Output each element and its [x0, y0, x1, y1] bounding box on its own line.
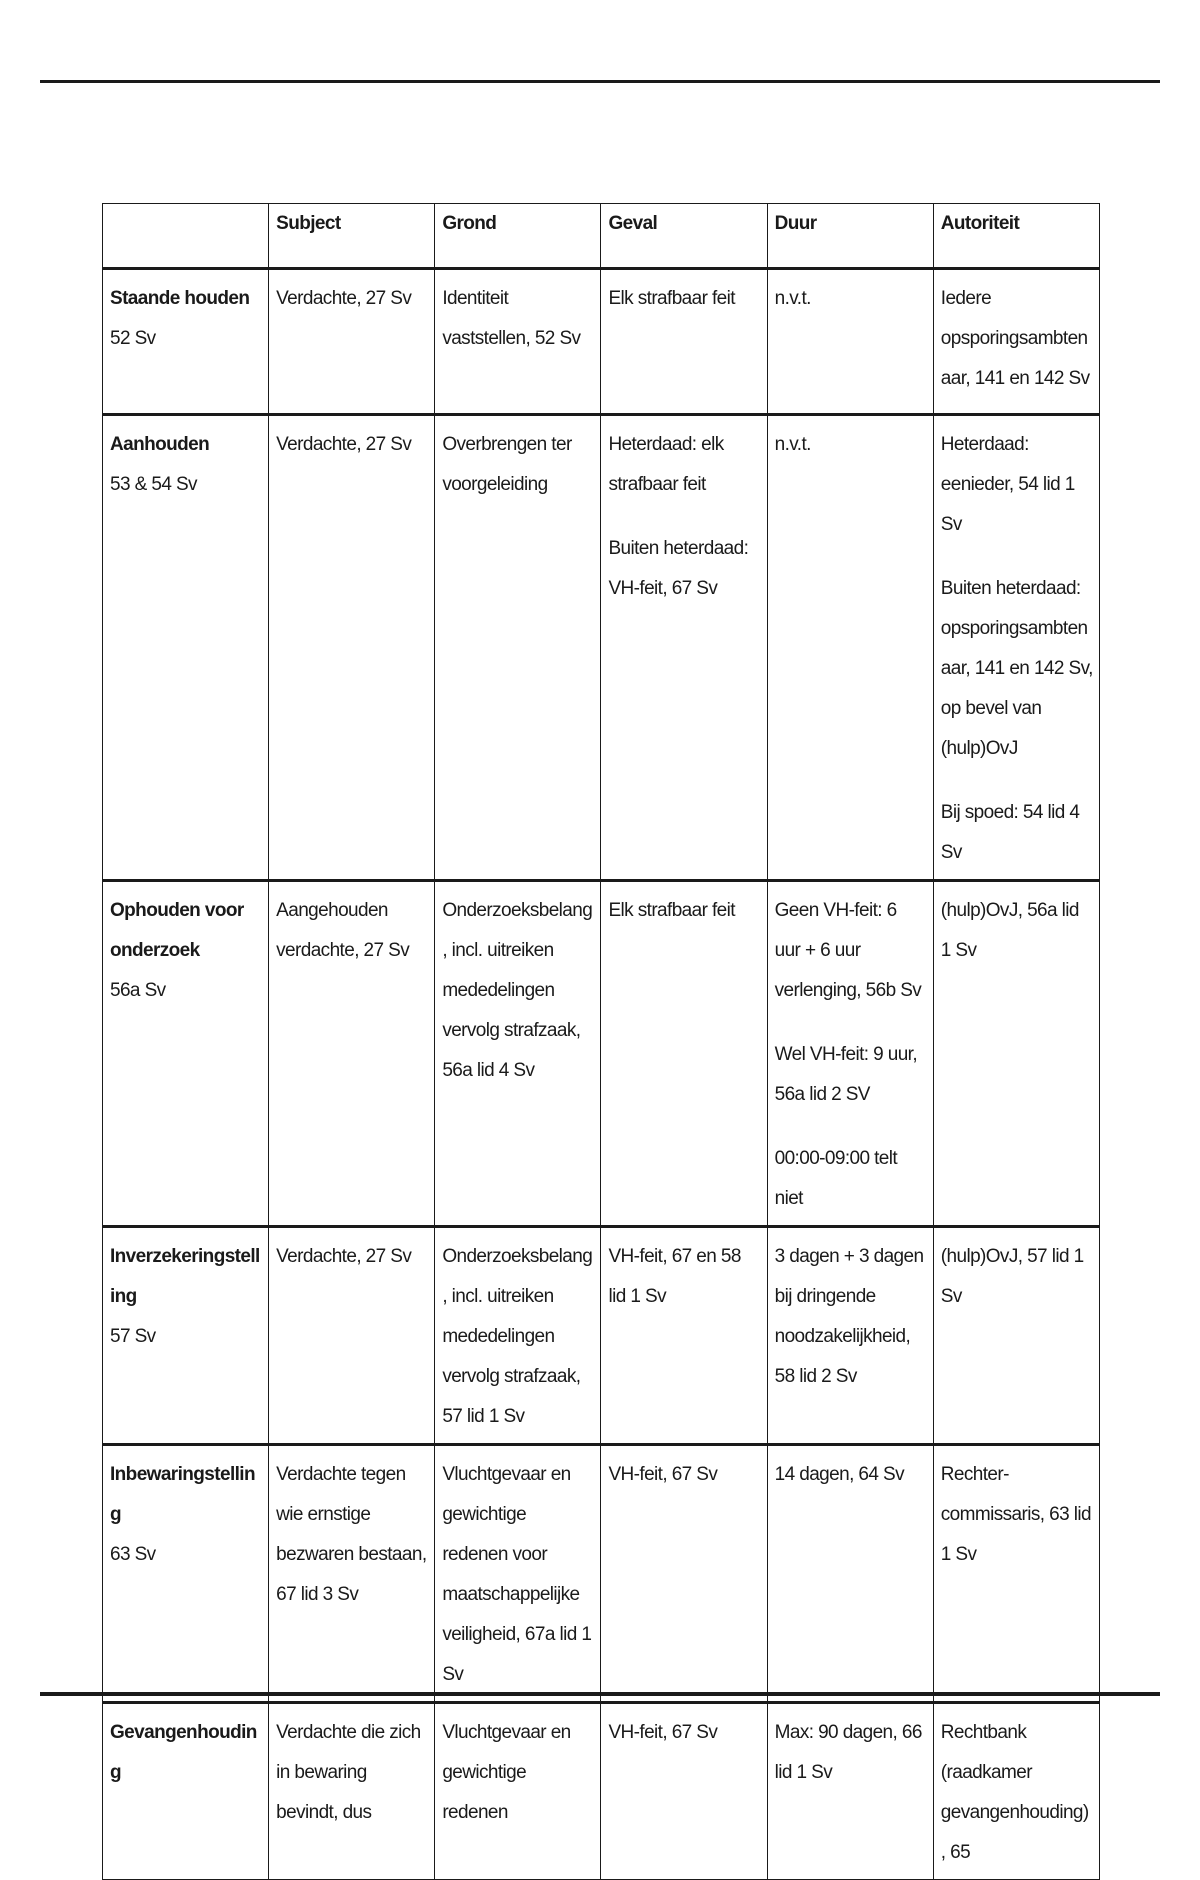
cell-text: Verdachte, 27 Sv	[276, 288, 412, 309]
cell-text: Verdachte, 27 Sv	[276, 434, 412, 455]
cell-text: (hulp)OvJ, 57 lid 1 Sv	[940, 1246, 1084, 1307]
row-ref: 56a Sv	[110, 980, 166, 1001]
grond-cell	[435, 1227, 601, 1445]
row-header-cell	[103, 1445, 269, 1703]
table-row	[103, 1227, 1100, 1445]
cell-text: VH-feit, 67 en 58 lid 1 Sv	[608, 1246, 741, 1307]
cell-text: Iedere opsporingsambtenaar, 141 en 142 Sv	[940, 288, 1090, 389]
cell-text: n.v.t.	[774, 434, 811, 455]
cell-text: Wel VH-feit: 9 uur, 56a lid 2 SV	[774, 1044, 918, 1105]
cell-text: Buiten heterdaad: opsporingsambtenaar, 141 en 142 Sv, op bevel van (hulp)OvJ	[940, 578, 1093, 759]
grond-cell	[435, 881, 601, 1227]
cell-text: Heterdaad: elk strafbaar feit	[608, 434, 724, 495]
cell-text: Overbrengen ter voorgeleiding	[442, 434, 572, 495]
cell-text: Rechter-commissaris, 63 lid 1 Sv	[940, 1464, 1091, 1565]
cell-text: Onderzoeksbelang, incl. uitreiken mededelingen vervolg strafzaak, 57 lid 1 Sv	[442, 1246, 593, 1427]
autoriteit-cell	[933, 881, 1099, 1227]
header-grond: Grond	[435, 204, 601, 269]
subject-cell	[269, 415, 435, 881]
row-title: Ophouden voor onderzoek	[110, 900, 244, 961]
row-title: Aanhouden	[110, 434, 210, 455]
bottom-divider	[40, 1692, 1160, 1696]
cell-text: 3 dagen + 3 dagen bij dringende noodzakelijkheid, 58 lid 2 Sv	[774, 1246, 924, 1387]
detention-measures-table	[102, 203, 1100, 1880]
top-divider	[40, 80, 1160, 83]
table-row	[103, 415, 1100, 881]
cell-text: Verdachte tegen wie ernstige bezwaren bestaan, 67 lid 3 Sv	[276, 1464, 427, 1605]
row-ref: 57 Sv	[110, 1326, 156, 1347]
geval-cell	[601, 1227, 767, 1445]
cell-text: n.v.t.	[774, 288, 811, 309]
header-duur: Duur	[767, 204, 933, 269]
header-geval: Geval	[601, 204, 767, 269]
row-ref: 53 & 54 Sv	[110, 474, 197, 495]
cell-text: Onderzoeksbelang, incl. uitreiken mededelingen vervolg strafzaak, 56a lid 4 Sv	[442, 900, 593, 1081]
duur-cell	[767, 881, 933, 1227]
cell-text: Rechtbank (raadkamer gevangenhouding), 65	[940, 1722, 1089, 1863]
geval-cell	[601, 415, 767, 881]
cell-text: 00:00-09:00 telt niet	[774, 1148, 898, 1209]
geval-cell	[601, 1445, 767, 1703]
row-title: Inbewaringstelling	[110, 1464, 255, 1525]
grond-cell	[435, 1445, 601, 1703]
table-row	[103, 269, 1100, 415]
autoriteit-cell	[933, 1703, 1099, 1880]
grond-cell	[435, 269, 601, 415]
geval-cell	[601, 269, 767, 415]
row-title: Staande houden	[110, 288, 250, 309]
row-title: Gevangenhouding	[110, 1722, 257, 1783]
cell-text: (hulp)OvJ, 56a lid 1 Sv	[940, 900, 1079, 961]
cell-text: Bij spoed: 54 lid 4 Sv	[940, 802, 1080, 863]
cell-text: Buiten heterdaad: VH-feit, 67 Sv	[608, 538, 749, 599]
subject-cell	[269, 1703, 435, 1880]
cell-text: Heterdaad: eenieder, 54 lid 1 Sv	[940, 434, 1075, 535]
cell-text: Identiteit vaststellen, 52 Sv	[442, 288, 581, 349]
cell-text: Verdachte, 27 Sv	[276, 1246, 412, 1267]
subject-cell	[269, 881, 435, 1227]
cell-text: VH-feit, 67 Sv	[608, 1722, 718, 1743]
row-ref: 52 Sv	[110, 328, 156, 349]
cell-text: Vluchtgevaar en gewichtige redenen voor maatschappelijke veiligheid, 67a lid 1 Sv	[442, 1464, 592, 1685]
row-title: Inverzekeringstelling	[110, 1246, 260, 1307]
table-row	[103, 881, 1100, 1227]
autoriteit-cell	[933, 1227, 1099, 1445]
subject-cell	[269, 269, 435, 415]
table-row	[103, 1445, 1100, 1703]
cell-text: Geen VH-feit: 6 uur + 6 uur verlenging, 56b Sv	[774, 900, 922, 1001]
duur-cell	[767, 269, 933, 415]
row-header-cell	[103, 881, 269, 1227]
cell-text: Max: 90 dagen, 66 lid 1 Sv	[774, 1722, 922, 1783]
duur-cell	[767, 1227, 933, 1445]
cell-text: Elk strafbaar feit	[608, 288, 735, 309]
duur-cell	[767, 1703, 933, 1880]
autoriteit-cell	[933, 269, 1099, 415]
autoriteit-cell	[933, 415, 1099, 881]
row-header-cell	[103, 415, 269, 881]
header-autoriteit: Autoriteit	[933, 204, 1099, 269]
geval-cell	[601, 881, 767, 1227]
row-header-cell	[103, 1703, 269, 1880]
cell-text: Verdachte die zich in bewaring bevindt, dus	[276, 1722, 421, 1823]
geval-cell	[601, 1703, 767, 1880]
cell-text: 14 dagen, 64 Sv	[774, 1464, 905, 1485]
duur-cell	[767, 415, 933, 881]
row-header-cell	[103, 269, 269, 415]
table-header-row	[103, 204, 1100, 269]
table-row	[103, 1703, 1100, 1880]
header-empty-cell	[103, 204, 269, 269]
cell-text: Vluchtgevaar en gewichtige redenen	[442, 1722, 571, 1823]
grond-cell	[435, 1703, 601, 1880]
cell-text: VH-feit, 67 Sv	[608, 1464, 718, 1485]
autoriteit-cell	[933, 1445, 1099, 1703]
row-ref: 63 Sv	[110, 1544, 156, 1565]
subject-cell	[269, 1445, 435, 1703]
cell-text: Elk strafbaar feit	[608, 900, 735, 921]
grond-cell	[435, 415, 601, 881]
row-header-cell	[103, 1227, 269, 1445]
cell-text: Aangehouden verdachte, 27 Sv	[276, 900, 410, 961]
subject-cell	[269, 1227, 435, 1445]
duur-cell	[767, 1445, 933, 1703]
header-subject: Subject	[269, 204, 435, 269]
